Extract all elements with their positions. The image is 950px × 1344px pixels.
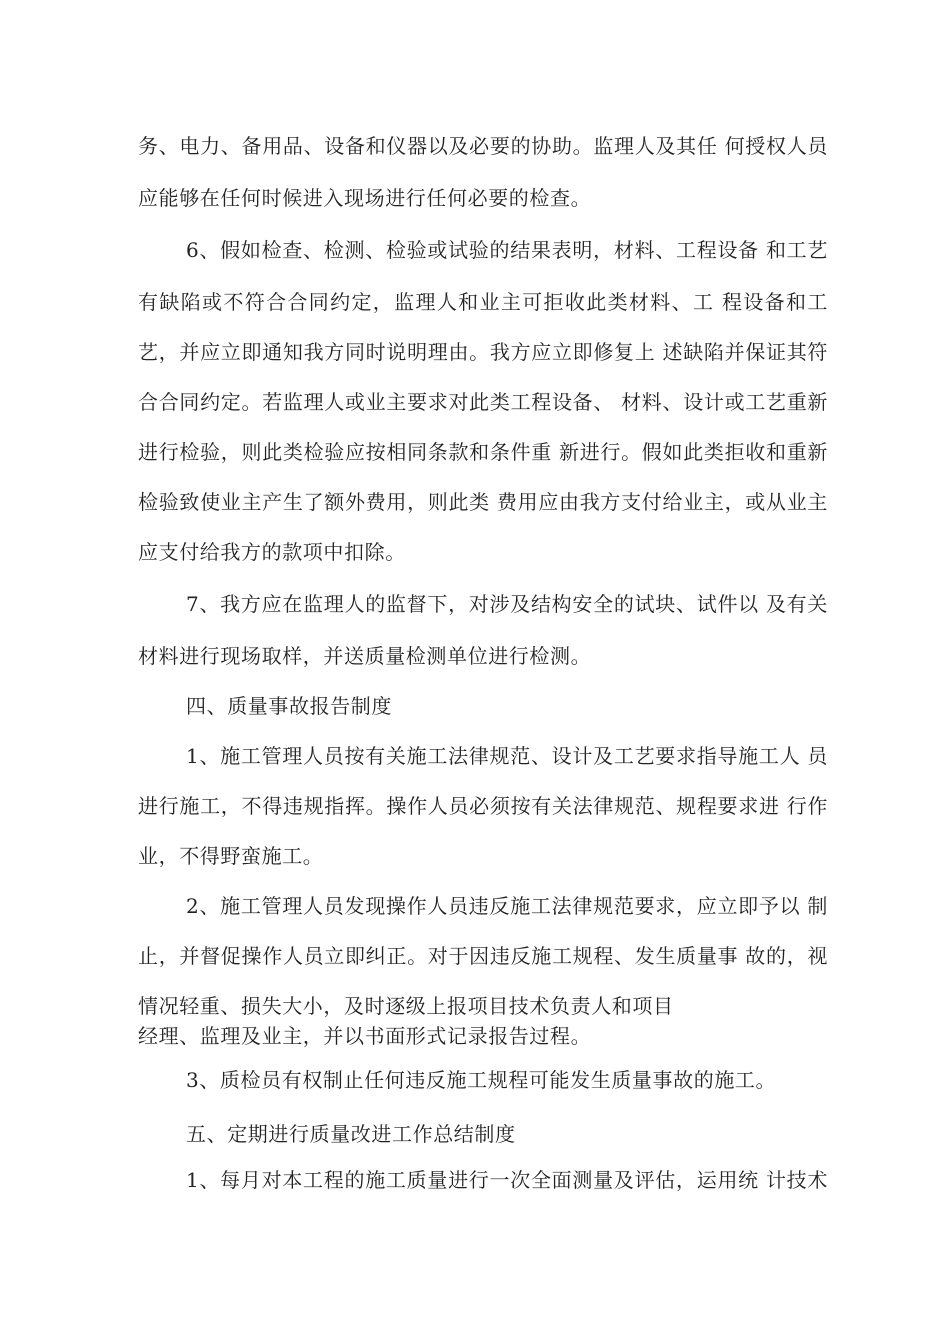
- paragraph-4-3: 3、质检员有权制止任何违反施工规程可能发生质量事故的施工。: [186, 1068, 777, 1092]
- paragraph-6-start: 6、假如检查、检测、检验或试验的结果表明，材料、工程设备 和工艺: [186, 238, 828, 262]
- paragraph-4-2-start: 2、施工管理人员发现操作人员违反施工法律规范要求，应立即予以 制: [186, 894, 829, 918]
- body-text-line: 合合同约定。若监理人或业主要求对此类工程设备、 材料、设计或工艺重新: [138, 390, 828, 414]
- body-text-line: 止，并督促操作人员立即纠正。对于因违反施工规程、发生质量事 故的，视: [138, 944, 828, 968]
- body-text-line: 进行检验，则此类检验应按相同条款和条件重 新进行。假如此类拒收和重新: [138, 440, 828, 464]
- body-text-line: 务、电力、备用品、设备和仪器以及必要的协助。监理人及其任 何授权人员: [138, 134, 828, 158]
- body-text-line: 应支付给我方的款项中扣除。: [138, 540, 406, 564]
- paragraph-5-1-start: 1、每月对本工程的施工质量进行一次全面测量及评估，运用统 计技术: [186, 1168, 828, 1192]
- section-heading-5: 五、定期进行质量改进工作总结制度: [186, 1122, 516, 1146]
- section-heading-4: 四、质量事故报告制度: [186, 694, 392, 718]
- body-text-line: 检验致使业主产生了额外费用，则此类 费用应由我方支付给业主，或从业主: [138, 490, 828, 514]
- body-text-line: 进行施工，不得违规指挥。操作人员必须按有关法律规范、规程要求进 行作: [138, 794, 828, 818]
- paragraph-4-1-start: 1、施工管理人员按有关施工法律规范、设计及工艺要求指导施工人 员: [186, 744, 829, 768]
- body-text-line: 情况轻重、损失大小，及时逐级上报项目技术负责人和项目: [138, 994, 674, 1018]
- body-text-line: 业，不得野蛮施工。: [138, 844, 324, 868]
- body-text-line: 材料进行现场取样，并送质量检测单位进行检测。: [138, 644, 592, 668]
- body-text-line: 经理、监理及业主，并以书面形式记录报告过程。: [138, 1024, 592, 1048]
- body-text-line: 应能够在任何时候进入现场进行任何必要的检查。: [138, 186, 592, 210]
- paragraph-7-start: 7、我方应在监理人的监督下，对涉及结构安全的试块、试件以 及有关: [186, 592, 828, 616]
- body-text-line: 有缺陷或不符合合同约定，监理人和业主可拒收此类材料、工 程设备和工: [138, 290, 828, 314]
- body-text-line: 艺，并应立即通知我方同时说明理由。我方应立即修复上 述缺陷并保证其符: [138, 340, 828, 364]
